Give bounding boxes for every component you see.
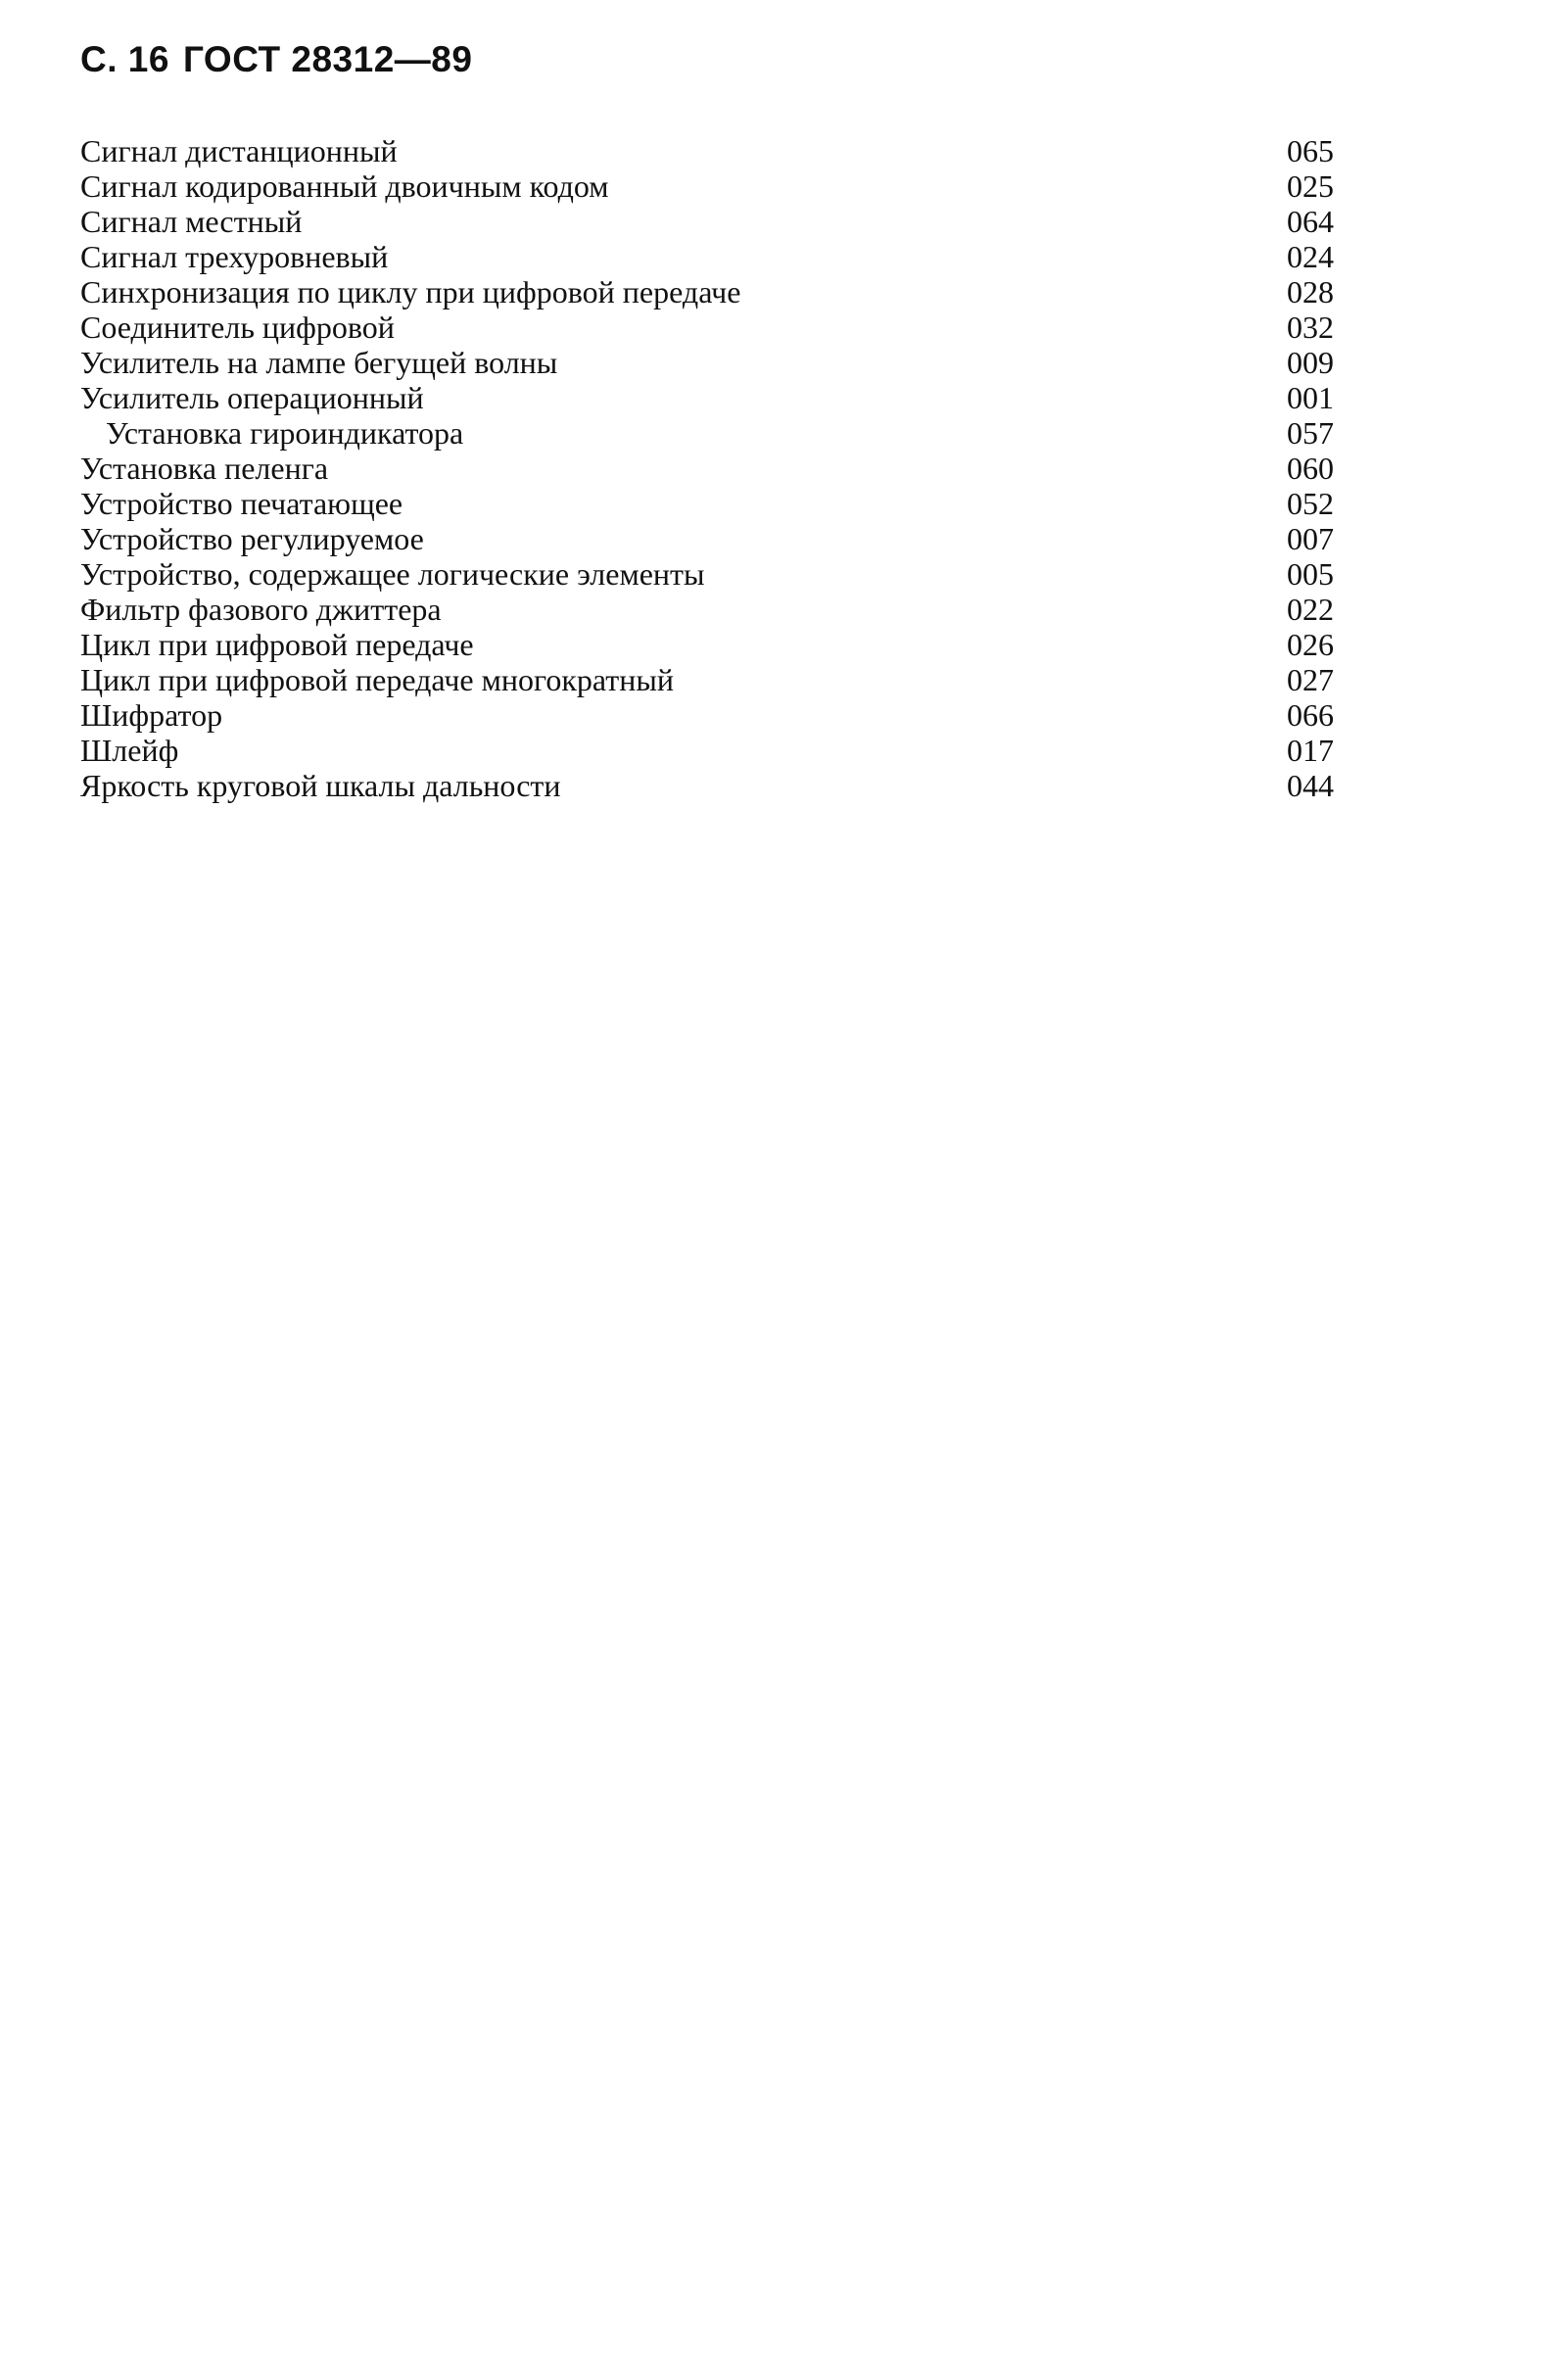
index-term: Соединитель цифровой — [80, 309, 395, 345]
index-term: Цикл при цифровой передаче — [80, 627, 474, 662]
index-code: 028 — [1287, 274, 1334, 309]
index-term: Сигнал кодированный двоичным кодом — [80, 168, 609, 204]
index-entry — [80, 380, 1334, 415]
index-term: Шлейф — [80, 733, 179, 768]
index-code: 052 — [1287, 486, 1334, 521]
index-code: 009 — [1287, 345, 1334, 380]
index-entry — [80, 662, 1334, 697]
index-term: Устройство печатающее — [80, 486, 403, 521]
index-code: 066 — [1287, 697, 1334, 733]
index-entry — [80, 486, 1334, 521]
index-entry — [80, 415, 1334, 451]
index-code: 060 — [1287, 451, 1334, 486]
index-term: Шифратор — [80, 697, 223, 733]
alphabetical-index — [80, 133, 1334, 803]
index-entry — [80, 239, 1334, 274]
index-entry — [80, 592, 1334, 627]
index-code: 025 — [1287, 168, 1334, 204]
index-entry — [80, 521, 1334, 556]
index-code: 044 — [1287, 768, 1334, 803]
index-code: 027 — [1287, 662, 1334, 697]
index-entry — [80, 204, 1334, 239]
index-code: 017 — [1287, 733, 1334, 768]
standard-designation: ГОСТ 28312—89 — [182, 39, 473, 79]
index-term: Сигнал трехуровневый — [80, 239, 389, 274]
index-entry — [80, 451, 1334, 486]
index-code: 024 — [1287, 239, 1334, 274]
index-code: 032 — [1287, 309, 1334, 345]
index-term: Установка пеленга — [80, 451, 329, 486]
index-entry — [80, 133, 1334, 168]
index-term: Сигнал местный — [80, 204, 303, 239]
index-code: 005 — [1287, 556, 1334, 592]
index-code: 022 — [1287, 592, 1334, 627]
index-entry — [80, 768, 1334, 803]
index-term: Яркость круговой шкалы дальности — [80, 768, 561, 803]
index-term: Устройство, содержащее логические элементы — [80, 556, 705, 592]
index-code: 001 — [1287, 380, 1334, 415]
index-entry — [80, 168, 1334, 204]
index-code: 026 — [1287, 627, 1334, 662]
page-number: С. 16 — [80, 39, 169, 79]
index-term: Усилитель на лампе бегущей волны — [80, 345, 558, 380]
index-term: Синхронизация по циклу при цифровой передаче — [80, 274, 741, 309]
index-code: 065 — [1287, 133, 1334, 168]
index-term: Усилитель операционный — [80, 380, 424, 415]
index-term: Фильтр фазового джиттера — [80, 592, 442, 627]
index-code: 057 — [1287, 415, 1334, 451]
index-entry — [80, 309, 1334, 345]
index-term: Установка гироиндикатора — [106, 415, 464, 451]
index-term: Сигнал дистанционный — [80, 133, 398, 168]
index-code: 064 — [1287, 204, 1334, 239]
index-entry — [80, 556, 1334, 592]
index-entry — [80, 733, 1334, 768]
index-code: 007 — [1287, 521, 1334, 556]
index-entry — [80, 345, 1334, 380]
index-term: Устройство регулируемое — [80, 521, 424, 556]
index-entry — [80, 274, 1334, 309]
page-header — [80, 39, 486, 80]
index-entry — [80, 627, 1334, 662]
index-entry — [80, 697, 1334, 733]
index-term: Цикл при цифровой передаче многократный — [80, 662, 674, 697]
